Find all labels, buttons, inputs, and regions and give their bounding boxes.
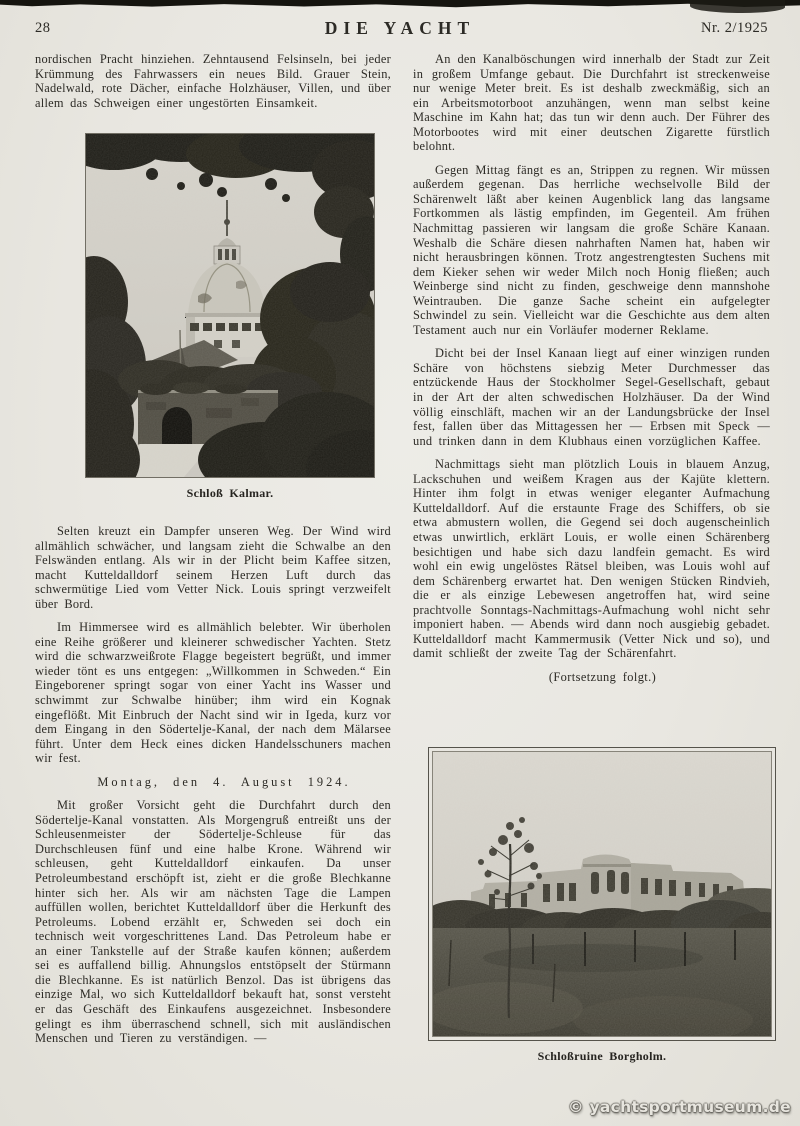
paragraph: Im Himmersee wird es allmählich belebter. Wir überholen eine Reihe größerer und kleinerer schwedischer Yachten. Stetz wird die schwarzweißrote Flagge begeistert begrüßt, und immer wieder tönt es uns entgegen: „Willkommen in Schweden.“ Ein Eingeborener springt sogar von einer Yacht ins Wasser und schwimmt zur Schwalbe hinüber; ihm wird ein Kognak eingeflößt. Mit Einbruch der Nacht sind wir in Igeda, kurz vor dem Eingang in den Södertelje-Kanal, der nach dem Mälarsee führt. Unter dem Heck eines dicken Handelsschuners machen wir fest. (35, 620, 391, 766)
borgholm-photo-illustration (432, 751, 772, 1037)
issue-number: Nr. 2/1925 (700, 20, 768, 36)
section-heading-date: Montag, den 4. August 1924. (97, 774, 351, 789)
figure-schloss-kalmar (85, 133, 375, 501)
paragraph: Mit großer Vorsicht geht die Durchfahrt durch den Södertelje-Kanal vonstatten. Als Morgengruß entreißt uns der Schleusenmeister der Södertelje-Schleuse für das Durchschleusen fünf und eine halbe Krone. Während wir schleusen, geht Kutteldalldorf einkaufen. Da unser Petroleumbestand erschöpft ist, zieht er die große Blechkanne hinter sich her. Als wir am nächsten Tage die Lampen auffüllen wollen, berichtet Kutteldalldorf über die Herkunft des Petroleums. Lobend erzählt er, Schweden sei doch ein technisch weit vorgeschrittenes Land. Das Petroleum habe er an einer Tankstelle auf der Straße kaufen können; außerdem sei es auffallend billig. Ahnungslos entstöpselt der Stürmann die Blechkanne. Es ist natürlich Benzol. Das ist übrigens das einzige Mal, wo sich Kutteldalldorf bekauft hat, sonst versteht er das Geschäft des Einkaufens ausgezeichnet. Insbesondere gelingt es ihm überraschend schnell, sich mit ausländischen Menschen und Tieren zu verständigen. — (35, 798, 391, 1046)
figure-schlossruine-borgholm (428, 747, 776, 1064)
kalmar-photo-illustration (85, 133, 375, 478)
page-number: 28 (35, 20, 51, 36)
left-column-lower-text (35, 524, 391, 1055)
watermark: © yachtsportmuseum.de (567, 1098, 791, 1116)
paragraph: Nachmittags sieht man plötzlich Louis in blauem Anzug, Lackschuhen und weißem Kragen aus der Kajüte klettern. Hinter ihm folgt in etwas weniger eleganter Aufmachung Kutteldalldorf. Auf die erstaunte Frage des Schiffers, ob sie etwa abmustern wollen, die Gegend sei doch augenscheinlich etwas unwirtlich, erklärt Louis, er wolle einen Schärenberg besichtigen und habe sich dazu landfein gemacht. Es wird wohl ein ewig ungelöstes Rätsel bleiben, was Louis wohl auf dem Schärenberg erwartet hat. Den wenigen Stücken Rindvieh, die er als einzige Lebewesen angetroffen hat, wird seine prachtvolle Sonntags-Nachmittags-Aufmachung wohl nicht sehr imponiert haben. — Abends wird dann noch ausgiebig gebadet. Kutteldalldorf macht Kammermusik (Vetter Nick und so), und damit schließt der zweite Tag der Schärenfahrt. (413, 457, 770, 661)
photo-grain (433, 752, 771, 1036)
continuation-note: (Fortsetzung folgt.) (548, 669, 657, 684)
paragraph: Dicht bei der Insel Kanaan liegt auf einer winzigen runden Schäre von höchstens siebzig Meter Durchmesser das entzückende Haus der Stockholmer Segel-Gesellschaft, gebaut in der Art der alten schwedischen Holzhäuser. Da der Wind völlig einschläft, machen wir an der Landungsbrücke der Insel fest, fallen über das Mittagessen her — Erbsen mit Speck — und trinken dann in dem Klubhaus einen vorzüglichen Kaffee. (413, 346, 770, 448)
paragraph: An den Kanalböschungen wird innerhalb der Stadt zur Zeit in großem Umfange gebaut. Die Durchfahrt ist streckenweise nur wenige Meter breit. Es ist deshalb zweckmäßig, sich an ein Arbeitsmotorboot anzuhängen, wenn man selbst keine Maschine im Kahn hat; das tun wir denn auch. Der Führer des Motorbootes wird mit einer deutschen Zigarette fürstlich belohnt. (413, 52, 770, 154)
figure-caption: Schloßruine Borgholm. (537, 1049, 667, 1063)
paragraph: Selten kreuzt ein Dampfer unseren Weg. Der Wind wird allmählich schwächer, und langsam zieht die Schwalbe an den Felswänden entlang. Als wir in der Plicht beim Kaffee sitzen, macht Kutteldalldorf seinem Herzen Luft durch das schwermütige Lied vom Vetter Nick. Louis springt verzweifelt über Bord. (35, 524, 391, 611)
left-column-top-text (35, 52, 391, 119)
photo-grain (86, 134, 374, 477)
scan-artifact-top-band (0, 0, 800, 9)
scan-artifact-smudge (690, 0, 785, 13)
right-column-text (413, 52, 770, 693)
magazine-title: DIE YACHT (324, 18, 476, 38)
paragraph: Gegen Mittag fängt es an, Strippen zu regnen. Wir müssen außerdem gegenan. Das herrliche wechselvolle Bild der Schärenwelt läßt aber keinen Augenblick lang das langsame Fortkommen als lästig empfinden, im Gegenteil. Am frühen Nachmittag passieren wir langsam die große Schäre Kanaan. Weshalb die Schäre diesen nahrhaften Namen hat, haben wir nicht herausbringen können. Trotz angestrengtesten Suchens mit dem Kieker sehen wir weder Milch noch Honig fließen; auch Weinberge sind nicht zu finden, geschweige denn mannshohe Weintrauben. Die ganze Sache scheint ein aufgelegter Schwindel zu sein. Vielleicht war die Geschichte aus dem alten Testament auch nur ein Vorläufer moderner Reklame. (413, 162, 770, 337)
paragraph: nordischen Pracht hinziehen. Zehntausend Felsinseln, bei jeder Krümmung des Fahrwassers ein neues Bild. Grauer Stein, Nadelwald, rote Dächer, einfache Holzhäuser, Villen, und über allem das Schweigen einer ungestörten Einsamkeit. (35, 52, 391, 110)
photo-frame (428, 747, 776, 1041)
figure-caption: Schloß Kalmar. (186, 486, 274, 500)
